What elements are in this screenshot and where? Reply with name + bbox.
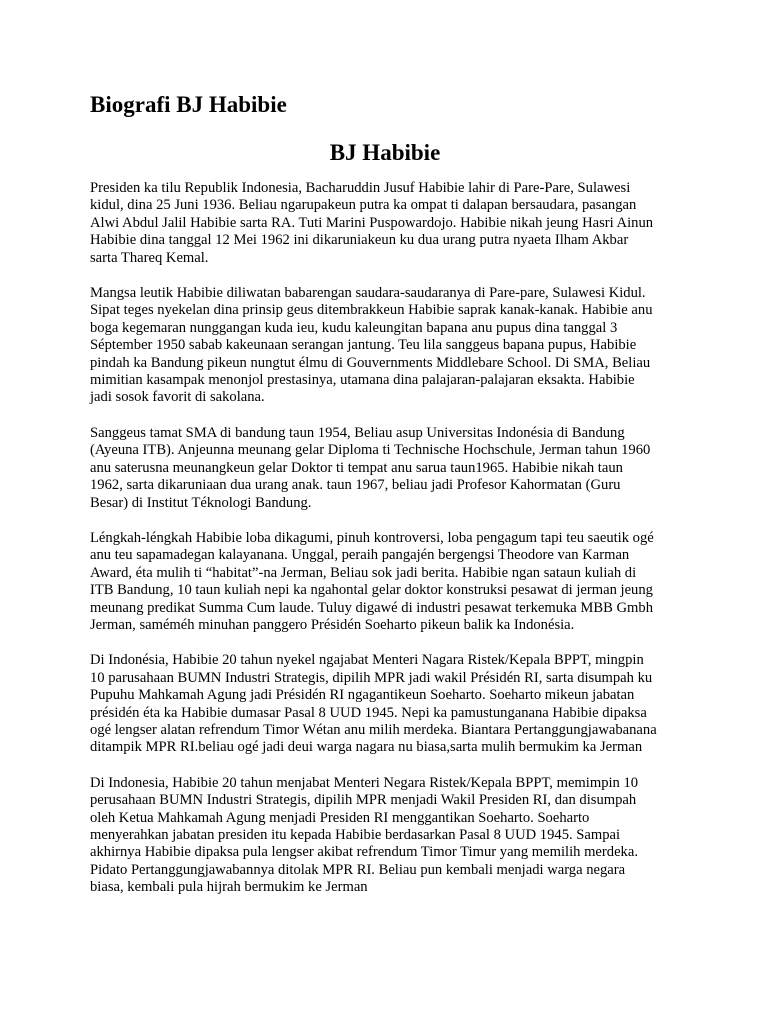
paragraph-line: perusahaan BUMN Industri Strategis, dipilih MPR menjadi Wakil Presiden RI, dan disumpah bbox=[90, 792, 637, 809]
paragraph-line: présidén éta ka Habibie dumasar Pasal 8 UUD 1945. Nepi ka pamustunganana Habibie dipaksa bbox=[90, 704, 647, 721]
paragraph-line: 10 parusahaan BUMN Industri Strategis, dipilih MPR jadi wakil Présidén RI, sarta disumpah ku bbox=[90, 669, 653, 686]
paragraph-line: kidul, dina 25 Juni 1936. Beliau ngarupakeun putra ka ompat ti dalapan bersaudara, pasangan bbox=[90, 197, 637, 214]
paragraph bbox=[90, 775, 680, 897]
paragraph-line: Léngkah-léngkah Habibie loba dikagumi, pinuh kontroversi, loba pengagum tapi teu saeutik ogé bbox=[90, 529, 654, 546]
paragraph-line: anu saterusna meunangkeun gelar Doktor ti tempat anu sarua taun1965. Habibie nikah taun bbox=[90, 459, 623, 476]
paragraph-line: ITB Bandung, 10 taun kuliah nepi ka ngahontal gelar doktor konstruksi pesawat di jerman jeung bbox=[90, 582, 653, 599]
paragraph-line: Sanggeus tamat SMA di bandung taun 1954, Beliau asup Universitas Indonésia di Bandung bbox=[90, 424, 625, 441]
paragraph-line: Pidato Pertanggungjawabannya ditolak MPR RI. Beliau pun kembali menjadi warga negara bbox=[90, 861, 626, 878]
paragraph bbox=[90, 180, 680, 267]
paragraph-line: Di Indonésia, Habibie 20 tahun nyekel ngajabat Menteri Nagara Ristek/Kepala BPPT, mingpin bbox=[90, 652, 644, 669]
paragraph bbox=[90, 425, 680, 512]
document-subtitle: BJ Habibie bbox=[329, 140, 441, 165]
paragraph-line: oleh Ketua Mahkamah Agung menjadi Presiden RI menggantikan Soeharto. Soeharto bbox=[90, 809, 590, 826]
paragraph-line: Mangsa leutik Habibie diliwatan babarengan saudara-saudaranya di Pare-pare, Sulawesi Kidul. bbox=[90, 285, 646, 302]
paragraph-line: pindah ka Bandung pikeun nungtut élmu di Gouvernments Middlebare School. Di SMA, Beliau bbox=[90, 354, 651, 371]
paragraph-line: Besar) di Institut Téknologi Bandung. bbox=[90, 494, 312, 511]
paragraph-line: Habibie dina tanggal 12 Mei 1962 ini dikaruniakeun ku dua urang putra nyaeta Ilham Akbar bbox=[90, 232, 629, 249]
document-title: Biografi BJ Habibie bbox=[90, 92, 287, 117]
paragraph-line: Sipat teges nyekelan dina prinsip geus ditembrakkeun Habibie saprak kanak-kanak. Habibie anu bbox=[90, 302, 653, 319]
paragraph bbox=[90, 285, 680, 407]
paragraph-line: Jerman, saméméh minuhan panggero Présidén Soeharto pikeun balik ka Indonésia. bbox=[90, 616, 575, 633]
paragraph-line: ogé lengser alatan refrendum Timor Wétan anu milih merdeka. Biantara Pertanggungjawabanana bbox=[90, 721, 657, 738]
paragraph-line: menyerahkan jabatan presiden itu kepada Habibie berdasarkan Pasal 8 UUD 1945. Sampai bbox=[90, 827, 621, 843]
paragraph-line: Award, éta mulih ti “habitat”-na Jerman, Beliau sok jadi berita. Habibie ngan sataun kuliah di bbox=[90, 564, 637, 581]
paragraph-line: Di Indonesia, Habibie 20 tahun menjabat Menteri Negara Ristek/Kepala BPPT, memimpin 10 bbox=[90, 774, 639, 791]
paragraph-line: 1962, sarta dikaruniaan dua urang anak. taun 1967, beliau jadi Profesor Kahormatan (Guru bbox=[90, 477, 621, 494]
paragraph-line: Presiden ka tilu Republik Indonesia, Bacharuddin Jusuf Habibie lahir di Pare-Pare, Sulawesi bbox=[90, 180, 631, 196]
paragraph-line: ditampik MPR RI.beliau ogé jadi deui warga nagara nu biasa,sarta mulih bermukim ka Jerman bbox=[90, 739, 643, 756]
paragraph-line: biasa, kembali pula hijrah bermukim ke Jerman bbox=[90, 879, 368, 896]
paragraph-line: mimitian kasampak menonjol prestasinya, utamana dina palajaran-palajaran eksakta. Habibie bbox=[90, 372, 635, 389]
paragraph bbox=[90, 530, 680, 634]
paragraph-line: meunang predikat Summa Cum laude. Tuluy digawé di industri pesawat terkemuka MBB Gmbh bbox=[90, 599, 654, 616]
paragraph-line: Séptember 1950 sabab kakeunaan serangan jantung. Teu lila sanggeus bapana pupus, Habibie bbox=[90, 337, 637, 354]
paragraph-line: boga kegemaran nunggangan kuda ieu, kudu kaleungitan bapana anu pupus dina tanggal 3 bbox=[90, 319, 618, 336]
paragraph-line: Pupuhu Mahkamah Agung jadi Présidén RI ngagantikeun Soeharto. Soeharto mikeun jabatan bbox=[90, 687, 635, 704]
paragraph-line: anu teu sapamadegan kalayanana. Unggal, peraih pangajén bergengsi Theodore van Karman bbox=[90, 547, 630, 564]
paragraph-line: (Ayeuna ITB). Anjeunna meunang gelar Diploma ti Technische Hochschule, Jerman tahun 1960 bbox=[90, 442, 651, 459]
paragraph bbox=[90, 652, 680, 756]
paragraph-line: sarta Thareq Kemal. bbox=[90, 249, 209, 266]
document-body bbox=[90, 180, 680, 915]
paragraph-line: jadi sosok favorit di sakolana. bbox=[90, 389, 265, 406]
paragraph-line: akhirnya Habibie dipaksa pula lengser akibat refrendum Timor Timur yang memilih merdeka. bbox=[90, 844, 638, 861]
paragraph-line: Alwi Abdul Jalil Habibie sarta RA. Tuti Marini Puspowardojo. Habibie nikah jeung Hasri Ainun bbox=[90, 214, 654, 231]
